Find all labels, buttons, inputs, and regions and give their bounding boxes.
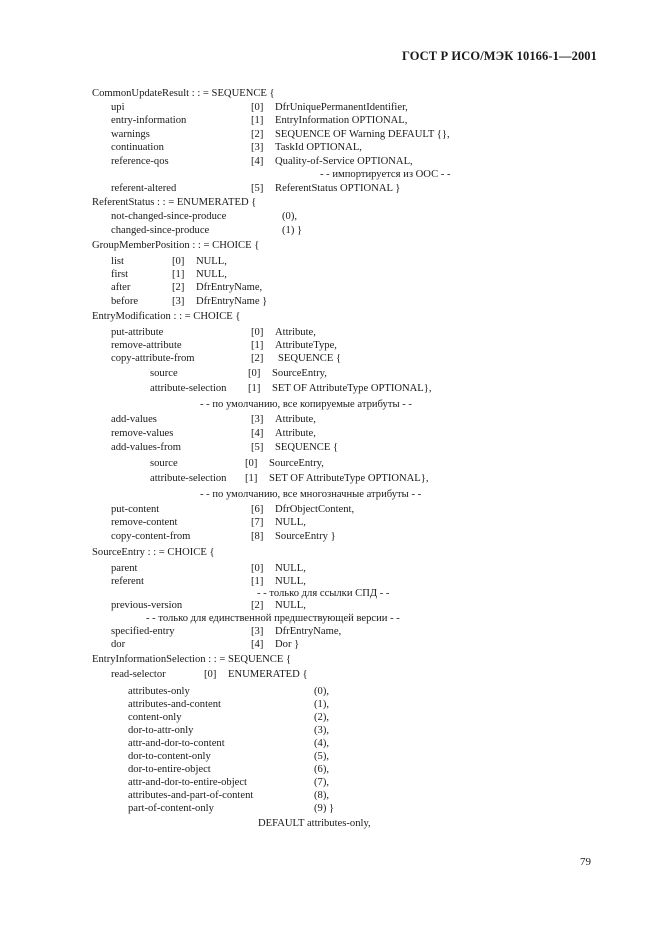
definition-cell: [5] <box>251 442 264 453</box>
definition-cell: (6), <box>314 764 330 775</box>
definition-cell: DfrObjectContent, <box>275 504 355 515</box>
definition-cell: dor-to-attr-only <box>128 725 194 736</box>
definition-cell: [4] <box>251 156 264 167</box>
definition-cell: read-selector <box>111 669 166 680</box>
definition-cell: [6] <box>251 504 264 515</box>
definition-cell: (0), <box>282 211 298 222</box>
definition-cell: dor-to-content-only <box>128 751 211 762</box>
definition-cell: referent <box>111 576 144 587</box>
definition-cell: SourceEntry, <box>269 458 324 469</box>
definition-cell: NULL, <box>275 563 306 574</box>
definition-cell: parent <box>111 563 138 574</box>
definition-cell: AttributeType, <box>275 340 337 351</box>
definition-cell: SET OF AttributeType OPTIONAL}, <box>269 473 429 484</box>
definition-cell: [0] <box>204 669 217 680</box>
definition-cell: part-of-content-only <box>128 803 214 814</box>
definition-cell: attributes-only <box>128 686 190 697</box>
definition-cell: copy-content-from <box>111 531 191 542</box>
definition-cell: source <box>150 458 178 469</box>
definition-line: SourceEntry : : = CHOICE { <box>92 547 215 558</box>
document-header: ГОСТ Р ИСО/МЭК 10166-1—2001 <box>401 49 597 63</box>
definition-cell: SEQUENCE { <box>275 442 339 453</box>
definition-cell: [8] <box>251 531 264 542</box>
definition-cell: attributes-and-content <box>128 699 221 710</box>
definition-cell: attr-and-dor-to-entire-object <box>128 777 247 788</box>
page-number: 79 <box>580 856 591 868</box>
definition-cell: [2] <box>251 129 264 140</box>
definition-cell: put-content <box>111 504 160 515</box>
definition-cell: [1] <box>251 576 264 587</box>
definition-cell: SourceEntry, <box>272 368 327 379</box>
definition-cell: [3] <box>172 296 185 307</box>
definition-cell: NULL, <box>196 256 227 267</box>
definition-cell: add-values-from <box>111 442 182 453</box>
definition-cell: SEQUENCE { <box>278 353 342 364</box>
definition-cell: Attribute, <box>275 428 316 439</box>
definition-cell: DfrEntryName, <box>196 282 263 293</box>
definition-cell: [4] <box>251 428 264 439</box>
definition-cell: NULL, <box>196 269 227 280</box>
definition-cell: list <box>111 256 124 267</box>
definition-cell: (1), <box>314 699 330 710</box>
definition-cell: [1] <box>172 269 185 280</box>
definition-cell: ReferentStatus OPTIONAL } <box>275 183 401 194</box>
definition-cell: NULL, <box>275 517 306 528</box>
definition-cell: (2), <box>314 712 330 723</box>
definition-cell: [7] <box>251 517 264 528</box>
definition-cell: remove-content <box>111 517 178 528</box>
definition-cell: SourceEntry } <box>275 531 336 542</box>
definition-cell: warnings <box>111 129 150 140</box>
definition-cell: (7), <box>314 777 330 788</box>
definition-cell: (8), <box>314 790 330 801</box>
definition-cell: add-values <box>111 414 157 425</box>
definition-cell: [2] <box>172 282 185 293</box>
definition-cell: Dor } <box>275 639 300 650</box>
definition-cell: TaskId OPTIONAL, <box>275 142 362 153</box>
definition-cell: copy-attribute-from <box>111 353 195 364</box>
definition-cell: referent-altered <box>111 183 177 194</box>
definition-cell: [0] <box>248 368 261 379</box>
definition-cell: specified-entry <box>111 626 175 637</box>
definition-cell: changed-since-produce <box>111 225 210 236</box>
definition-line: - - по умолчанию, все копируемые атрибуты - - <box>200 399 412 410</box>
definition-cell: (1) } <box>282 225 303 236</box>
definition-cell: reference-qos <box>111 156 169 167</box>
definition-line: - - импортируется из ООС - - <box>320 169 451 180</box>
definition-cell: remove-values <box>111 428 174 439</box>
definition-cell: EntryInformation OPTIONAL, <box>275 115 408 126</box>
definition-cell: Quality-of-Service OPTIONAL, <box>275 156 413 167</box>
definition-cell: [2] <box>251 600 264 611</box>
definition-cell: [1] <box>245 473 258 484</box>
definition-cell: first <box>111 269 129 280</box>
definition-line: EntryInformationSelection : : = SEQUENCE { <box>92 654 292 665</box>
definition-cell: remove-attribute <box>111 340 182 351</box>
definition-cell: NULL, <box>275 576 306 587</box>
definition-cell: [0] <box>245 458 258 469</box>
definition-cell: dor-to-entire-object <box>128 764 211 775</box>
definition-cell: (9) } <box>314 803 335 814</box>
definition-cell: [3] <box>251 414 264 425</box>
definition-line: GroupMemberPosition : : = CHOICE { <box>92 240 260 251</box>
definition-cell: [1] <box>248 383 261 394</box>
definition-cell: attribute-selection <box>150 473 227 484</box>
definition-cell: attributes-and-part-of-content <box>128 790 254 801</box>
definition-cell: source <box>150 368 178 379</box>
definition-cell: SEQUENCE OF Warning DEFAULT {}, <box>275 129 450 140</box>
definition-cell: attribute-selection <box>150 383 227 394</box>
definition-cell: [0] <box>172 256 185 267</box>
definition-line: ReferentStatus : : = ENUMERATED { <box>92 197 257 208</box>
definition-line: - - по умолчанию, все многозначные атрибуты - - <box>200 489 422 500</box>
definition-cell: (4), <box>314 738 330 749</box>
definition-cell: [0] <box>251 102 264 113</box>
definition-cell: dor <box>111 639 126 650</box>
definition-cell: [2] <box>251 353 264 364</box>
definition-cell: entry-information <box>111 115 187 126</box>
definition-cell: continuation <box>111 142 164 153</box>
definition-cell: (3), <box>314 725 330 736</box>
definition-cell: SET OF AttributeType OPTIONAL}, <box>272 383 432 394</box>
definition-cell: [4] <box>251 639 264 650</box>
definition-cell: not-changed-since-produce <box>111 211 227 222</box>
definition-cell: NULL, <box>275 600 306 611</box>
definition-cell: DfrEntryName, <box>275 626 342 637</box>
definition-cell: [1] <box>251 115 264 126</box>
definition-cell: [1] <box>251 340 264 351</box>
definition-cell: [3] <box>251 142 264 153</box>
definition-cell: content-only <box>128 712 182 723</box>
definition-cell: (0), <box>314 686 330 697</box>
definition-cell: Attribute, <box>275 414 316 425</box>
definition-cell: DfrUniquePermanentIdentifier, <box>275 102 408 113</box>
definition-line: - - только для единственной предшествующей версии - - <box>146 613 400 624</box>
definition-cell: before <box>111 296 139 307</box>
definition-cell: (5), <box>314 751 330 762</box>
definition-cell: put-attribute <box>111 327 164 338</box>
definition-cell: attr-and-dor-to-content <box>128 738 225 749</box>
definition-cell: upi <box>111 102 125 113</box>
definition-line: - - только для ссылки СПД - - <box>257 588 390 599</box>
definition-cell: after <box>111 282 131 293</box>
definition-cell: [5] <box>251 183 264 194</box>
definition-cell: [0] <box>251 327 264 338</box>
definition-cell: previous-version <box>111 600 183 611</box>
definition-line: CommonUpdateResult : : = SEQUENCE { <box>92 88 275 99</box>
definition-line: EntryModification : : = CHOICE { <box>92 311 241 322</box>
definition-cell: Attribute, <box>275 327 316 338</box>
definition-cell: [3] <box>251 626 264 637</box>
definition-cell: [0] <box>251 563 264 574</box>
definition-cell: ENUMERATED { <box>228 669 308 680</box>
definition-cell: DfrEntryName } <box>196 296 268 307</box>
definition-line: DEFAULT attributes-only, <box>258 818 371 829</box>
